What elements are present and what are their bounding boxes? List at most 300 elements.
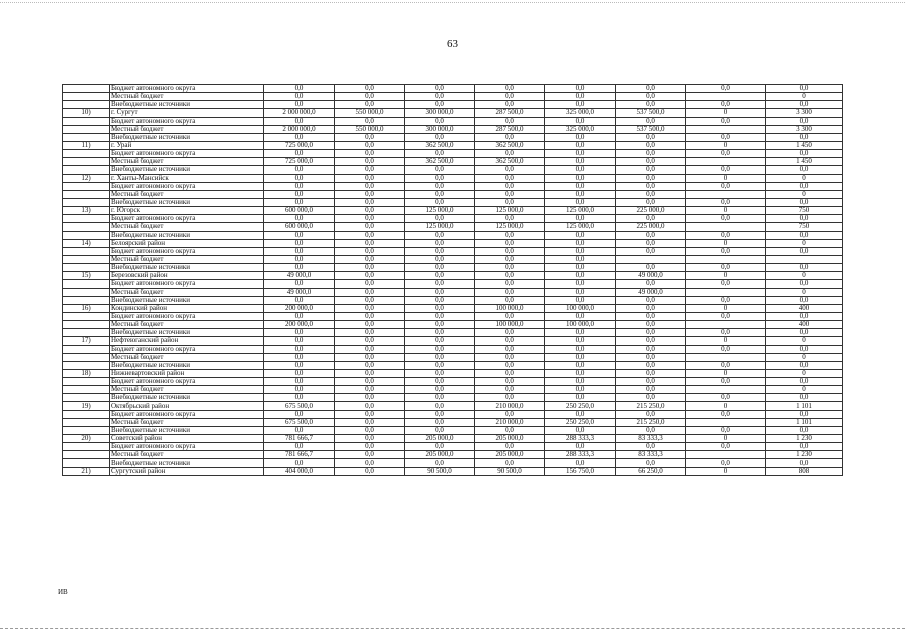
value-cell: 0,0: [766, 133, 843, 141]
value-cell: 0,0: [616, 353, 686, 361]
value-cell: 0,0: [335, 141, 405, 149]
table-row: [63, 231, 843, 239]
value-cell: 0,0: [264, 337, 335, 345]
value-cell: 0,0: [405, 337, 475, 345]
value-cell: 0,0: [335, 166, 405, 174]
value-cell: 0,0: [686, 150, 766, 158]
value-cell: 0,0: [405, 101, 475, 109]
value-cell: 0,0: [264, 353, 335, 361]
value-cell: 0,0: [475, 288, 545, 296]
value-cell: 0,0: [335, 190, 405, 198]
value-cell: 0,0: [335, 443, 405, 451]
row-label: Внебюджетные источники: [110, 198, 264, 206]
row-label: Местный бюджет: [110, 125, 264, 133]
value-cell: 0,0: [545, 117, 616, 125]
value-cell: 0,0: [766, 459, 843, 467]
row-number: [63, 133, 110, 141]
value-cell: 0,0: [405, 239, 475, 247]
value-cell: 781 666,7: [264, 435, 335, 443]
value-cell: 0,0: [335, 304, 405, 312]
table-row: [63, 150, 843, 158]
value-cell: 288 333,3: [545, 435, 616, 443]
value-cell: 250 250,0: [545, 402, 616, 410]
value-cell: 0,0: [264, 190, 335, 198]
value-cell: 0,0: [545, 264, 616, 272]
value-cell: 0,0: [475, 296, 545, 304]
row-number: [63, 296, 110, 304]
value-cell: 1 450: [766, 141, 843, 149]
table-row: [63, 264, 843, 272]
row-label: Бюджет автономного округа: [110, 150, 264, 158]
value-cell: 0,0: [475, 93, 545, 101]
value-cell: 0,0: [405, 418, 475, 426]
value-cell: 0: [766, 288, 843, 296]
row-label: Бюджет автономного округа: [110, 117, 264, 125]
value-cell: 0,0: [686, 101, 766, 109]
table-row: [63, 402, 843, 410]
value-cell: 0,0: [405, 410, 475, 418]
value-cell: 362 500,0: [405, 158, 475, 166]
value-cell: 0,0: [475, 190, 545, 198]
value-cell: 125 000,0: [475, 223, 545, 231]
table-row: [63, 255, 843, 263]
value-cell: 0,0: [616, 459, 686, 467]
value-cell: 0,0: [766, 410, 843, 418]
value-cell: 0,0: [335, 337, 405, 345]
value-cell: 1 101: [766, 402, 843, 410]
value-cell: 0,0: [545, 272, 616, 280]
value-cell: 0,0: [405, 345, 475, 353]
value-cell: 0,0: [545, 198, 616, 206]
value-cell: 0,0: [616, 215, 686, 223]
row-label: Местный бюджет: [110, 158, 264, 166]
row-number: [63, 451, 110, 459]
value-cell: 0,0: [335, 451, 405, 459]
value-cell: 0,0: [475, 386, 545, 394]
value-cell: 287 500,0: [475, 109, 545, 117]
row-label: Внебюджетные источники: [110, 329, 264, 337]
value-cell: 0,0: [335, 386, 405, 394]
row-label: Внебюджетные источники: [110, 394, 264, 402]
value-cell: 0,0: [686, 345, 766, 353]
value-cell: 0,0: [335, 321, 405, 329]
row-number: 19): [63, 402, 110, 410]
value-cell: [686, 386, 766, 394]
value-cell: 0: [686, 109, 766, 117]
value-cell: 0,0: [686, 296, 766, 304]
value-cell: 0,0: [545, 133, 616, 141]
value-cell: [686, 353, 766, 361]
value-cell: 0,0: [545, 182, 616, 190]
value-cell: 0,0: [264, 329, 335, 337]
value-cell: 0,0: [405, 190, 475, 198]
value-cell: 0,0: [264, 85, 335, 93]
value-cell: 0,0: [475, 182, 545, 190]
value-cell: 0,0: [475, 459, 545, 467]
row-label: Бюджет автономного округа: [110, 182, 264, 190]
value-cell: 0,0: [545, 296, 616, 304]
value-cell: 0,0: [264, 239, 335, 247]
value-cell: 300 000,0: [405, 109, 475, 117]
value-cell: 0,0: [335, 394, 405, 402]
value-cell: 0,0: [264, 426, 335, 434]
value-cell: 0,0: [616, 337, 686, 345]
value-cell: 0,0: [475, 280, 545, 288]
value-cell: 0,0: [475, 166, 545, 174]
value-cell: 0,0: [686, 215, 766, 223]
value-cell: 0,0: [616, 150, 686, 158]
value-cell: 0,0: [264, 280, 335, 288]
value-cell: 0,0: [264, 247, 335, 255]
table-row: [63, 418, 843, 426]
row-label: Местный бюджет: [110, 321, 264, 329]
value-cell: 600 000,0: [264, 207, 335, 215]
table-row: [63, 321, 843, 329]
value-cell: 0,0: [335, 361, 405, 369]
row-number: [63, 223, 110, 231]
value-cell: 0,0: [264, 182, 335, 190]
value-cell: 0,0: [405, 231, 475, 239]
row-number: [63, 329, 110, 337]
value-cell: 0,0: [475, 101, 545, 109]
row-number: [63, 125, 110, 133]
value-cell: 0,0: [405, 296, 475, 304]
value-cell: 200 000,0: [264, 304, 335, 312]
row-number: [63, 101, 110, 109]
value-cell: 0,0: [264, 117, 335, 125]
value-cell: 0,0: [686, 394, 766, 402]
table-row: [63, 247, 843, 255]
value-cell: 0,0: [405, 255, 475, 263]
value-cell: 0,0: [405, 353, 475, 361]
value-cell: 0: [766, 337, 843, 345]
value-cell: 0,0: [766, 101, 843, 109]
value-cell: 0,0: [335, 459, 405, 467]
row-number: 10): [63, 109, 110, 117]
value-cell: 0,0: [264, 296, 335, 304]
value-cell: 0,0: [335, 198, 405, 206]
row-number: [63, 150, 110, 158]
table-row: [63, 345, 843, 353]
row-number: [63, 264, 110, 272]
value-cell: 0,0: [335, 207, 405, 215]
row-label: Бюджет автономного округа: [110, 410, 264, 418]
value-cell: 0,0: [264, 369, 335, 377]
row-label: Внебюджетные источники: [110, 296, 264, 304]
table-row: [63, 304, 843, 312]
value-cell: 1 101: [766, 418, 843, 426]
value-cell: 400: [766, 321, 843, 329]
row-label: Кондинский район: [110, 304, 264, 312]
value-cell: 0,0: [475, 369, 545, 377]
value-cell: 0,0: [616, 345, 686, 353]
value-cell: [686, 288, 766, 296]
value-cell: 0,0: [475, 361, 545, 369]
value-cell: 0,0: [405, 280, 475, 288]
value-cell: 0,0: [766, 329, 843, 337]
value-cell: 288 333,3: [545, 451, 616, 459]
value-cell: 550 000,0: [335, 109, 405, 117]
value-cell: [766, 255, 843, 263]
value-cell: 0,0: [616, 85, 686, 93]
value-cell: 0,0: [616, 231, 686, 239]
value-cell: 0,0: [264, 150, 335, 158]
table-row: [63, 443, 843, 451]
value-cell: 0,0: [475, 239, 545, 247]
value-cell: 0,0: [545, 394, 616, 402]
value-cell: 0,0: [766, 443, 843, 451]
value-cell: 1 230: [766, 435, 843, 443]
value-cell: 0,0: [766, 361, 843, 369]
value-cell: 0,0: [264, 231, 335, 239]
row-number: [63, 166, 110, 174]
value-cell: 0: [686, 174, 766, 182]
value-cell: 0,0: [686, 410, 766, 418]
value-cell: 0: [686, 467, 766, 475]
value-cell: 0,0: [475, 337, 545, 345]
value-cell: 0,0: [405, 182, 475, 190]
value-cell: 0,0: [264, 215, 335, 223]
row-label: Внебюджетные источники: [110, 133, 264, 141]
row-number: 13): [63, 207, 110, 215]
value-cell: 0,0: [616, 296, 686, 304]
row-label: г. Югорск: [110, 207, 264, 215]
value-cell: 0,0: [475, 443, 545, 451]
value-cell: 0,0: [766, 264, 843, 272]
row-label: Местный бюджет: [110, 386, 264, 394]
value-cell: 100 000,0: [545, 321, 616, 329]
value-cell: 0,0: [335, 353, 405, 361]
value-cell: 287 500,0: [475, 125, 545, 133]
row-number: [63, 386, 110, 394]
row-label: Местный бюджет: [110, 93, 264, 101]
value-cell: 0,0: [405, 150, 475, 158]
value-cell: 0,0: [335, 345, 405, 353]
value-cell: 0,0: [335, 133, 405, 141]
value-cell: 0: [766, 386, 843, 394]
value-cell: 0,0: [545, 353, 616, 361]
value-cell: 0,0: [405, 215, 475, 223]
value-cell: 205 000,0: [475, 451, 545, 459]
row-number: [63, 190, 110, 198]
table-row: [63, 215, 843, 223]
table-row: [63, 174, 843, 182]
table-row: [63, 410, 843, 418]
table-row: [63, 280, 843, 288]
value-cell: 0,0: [686, 117, 766, 125]
row-number: [63, 353, 110, 361]
table-row: [63, 467, 843, 475]
value-cell: 0,0: [335, 182, 405, 190]
value-cell: 600 000,0: [264, 223, 335, 231]
value-cell: 0,0: [545, 459, 616, 467]
value-cell: 49 000,0: [264, 272, 335, 280]
row-number: [63, 443, 110, 451]
value-cell: 125 000,0: [405, 223, 475, 231]
value-cell: 0,0: [405, 426, 475, 434]
value-cell: 0,0: [264, 378, 335, 386]
value-cell: 0,0: [545, 215, 616, 223]
row-number: 11): [63, 141, 110, 149]
row-label: Бюджет автономного округа: [110, 345, 264, 353]
value-cell: 1 230: [766, 451, 843, 459]
value-cell: 0,0: [686, 378, 766, 386]
value-cell: 0,0: [335, 85, 405, 93]
value-cell: [686, 255, 766, 263]
value-cell: 537 500,0: [616, 125, 686, 133]
value-cell: 0,0: [766, 150, 843, 158]
value-cell: 83 333,3: [616, 435, 686, 443]
value-cell: 215 250,0: [616, 418, 686, 426]
value-cell: 0,0: [545, 101, 616, 109]
row-label: Советский район: [110, 435, 264, 443]
value-cell: 0,0: [475, 345, 545, 353]
value-cell: 0,0: [405, 402, 475, 410]
row-number: [63, 280, 110, 288]
value-cell: 781 666,7: [264, 451, 335, 459]
value-cell: 0,0: [545, 337, 616, 345]
value-cell: 49 000,0: [616, 288, 686, 296]
value-cell: 0,0: [335, 174, 405, 182]
value-cell: 0: [686, 304, 766, 312]
row-number: 14): [63, 239, 110, 247]
value-cell: 325 000,0: [545, 125, 616, 133]
value-cell: 125 000,0: [545, 207, 616, 215]
value-cell: 0: [686, 207, 766, 215]
value-cell: 0,0: [545, 443, 616, 451]
value-cell: 100 000,0: [545, 304, 616, 312]
value-cell: 0,0: [475, 410, 545, 418]
value-cell: 0,0: [616, 174, 686, 182]
value-cell: 0,0: [335, 101, 405, 109]
row-number: 21): [63, 467, 110, 475]
row-label: Внебюджетные источники: [110, 231, 264, 239]
value-cell: 0,0: [335, 288, 405, 296]
table-row: [63, 109, 843, 117]
value-cell: 0,0: [545, 369, 616, 377]
value-cell: 0,0: [545, 410, 616, 418]
row-label: Нижневартовский район: [110, 369, 264, 377]
value-cell: 0,0: [264, 386, 335, 394]
table-row: [63, 85, 843, 93]
value-cell: 0,0: [405, 361, 475, 369]
value-cell: 0,0: [686, 264, 766, 272]
row-number: [63, 394, 110, 402]
table-row: [63, 190, 843, 198]
row-number: 16): [63, 304, 110, 312]
value-cell: 0,0: [475, 378, 545, 386]
row-label: Бюджет автономного округа: [110, 247, 264, 255]
value-cell: 0,0: [545, 345, 616, 353]
value-cell: 0,0: [405, 85, 475, 93]
table-row: [63, 101, 843, 109]
value-cell: 0,0: [475, 426, 545, 434]
value-cell: 0,0: [686, 247, 766, 255]
table-row: [63, 459, 843, 467]
value-cell: 0,0: [335, 272, 405, 280]
value-cell: 750: [766, 207, 843, 215]
value-cell: 0,0: [686, 182, 766, 190]
table-body: [63, 85, 843, 476]
value-cell: 215 250,0: [616, 402, 686, 410]
value-cell: 0,0: [335, 150, 405, 158]
table-row: [63, 141, 843, 149]
value-cell: 0,0: [335, 158, 405, 166]
row-number: [63, 361, 110, 369]
value-cell: 0,0: [475, 353, 545, 361]
value-cell: 210 000,0: [475, 418, 545, 426]
value-cell: 0,0: [335, 239, 405, 247]
value-cell: 0,0: [405, 247, 475, 255]
value-cell: 0,0: [686, 443, 766, 451]
value-cell: 0,0: [686, 329, 766, 337]
value-cell: 0,0: [405, 174, 475, 182]
value-cell: 205 000,0: [405, 451, 475, 459]
value-cell: 725 000,0: [264, 141, 335, 149]
table-row: [63, 198, 843, 206]
value-cell: 2 000 000,0: [264, 109, 335, 117]
value-cell: 0,0: [405, 166, 475, 174]
value-cell: [686, 321, 766, 329]
value-cell: 0: [766, 190, 843, 198]
value-cell: 675 500,0: [264, 418, 335, 426]
value-cell: 0,0: [335, 378, 405, 386]
value-cell: 0,0: [264, 93, 335, 101]
value-cell: 0,0: [616, 369, 686, 377]
value-cell: [686, 190, 766, 198]
top-scan-edge: [0, 2, 905, 3]
value-cell: 0: [766, 174, 843, 182]
value-cell: [686, 223, 766, 231]
value-cell: 200 000,0: [264, 321, 335, 329]
value-cell: 0,0: [616, 133, 686, 141]
value-cell: 250 250,0: [545, 418, 616, 426]
value-cell: 0,0: [616, 304, 686, 312]
row-label: Внебюджетные источники: [110, 264, 264, 272]
value-cell: 0,0: [335, 215, 405, 223]
table-row: [63, 312, 843, 320]
table-row: [63, 288, 843, 296]
value-cell: 325 000,0: [545, 109, 616, 117]
value-cell: 0,0: [616, 329, 686, 337]
value-cell: 725 000,0: [264, 158, 335, 166]
value-cell: 0,0: [616, 312, 686, 320]
row-label: Бюджет автономного округа: [110, 378, 264, 386]
value-cell: 0,0: [545, 231, 616, 239]
value-cell: 0,0: [616, 426, 686, 434]
value-cell: 0,0: [766, 378, 843, 386]
row-label: Местный бюджет: [110, 288, 264, 296]
row-number: [63, 93, 110, 101]
value-cell: 0,0: [475, 272, 545, 280]
value-cell: 0,0: [335, 231, 405, 239]
value-cell: 0,0: [264, 361, 335, 369]
row-label: Внебюджетные источники: [110, 101, 264, 109]
value-cell: 808: [766, 467, 843, 475]
value-cell: 90 500,0: [405, 467, 475, 475]
value-cell: 0,0: [686, 85, 766, 93]
budget-table: [62, 84, 843, 476]
row-number: [63, 85, 110, 93]
value-cell: 0,0: [686, 312, 766, 320]
value-cell: 0: [686, 402, 766, 410]
value-cell: 0,0: [616, 117, 686, 125]
value-cell: 0,0: [616, 410, 686, 418]
value-cell: 205 000,0: [475, 435, 545, 443]
value-cell: 100 000,0: [475, 321, 545, 329]
value-cell: 125 000,0: [545, 223, 616, 231]
value-cell: 225 000,0: [616, 223, 686, 231]
